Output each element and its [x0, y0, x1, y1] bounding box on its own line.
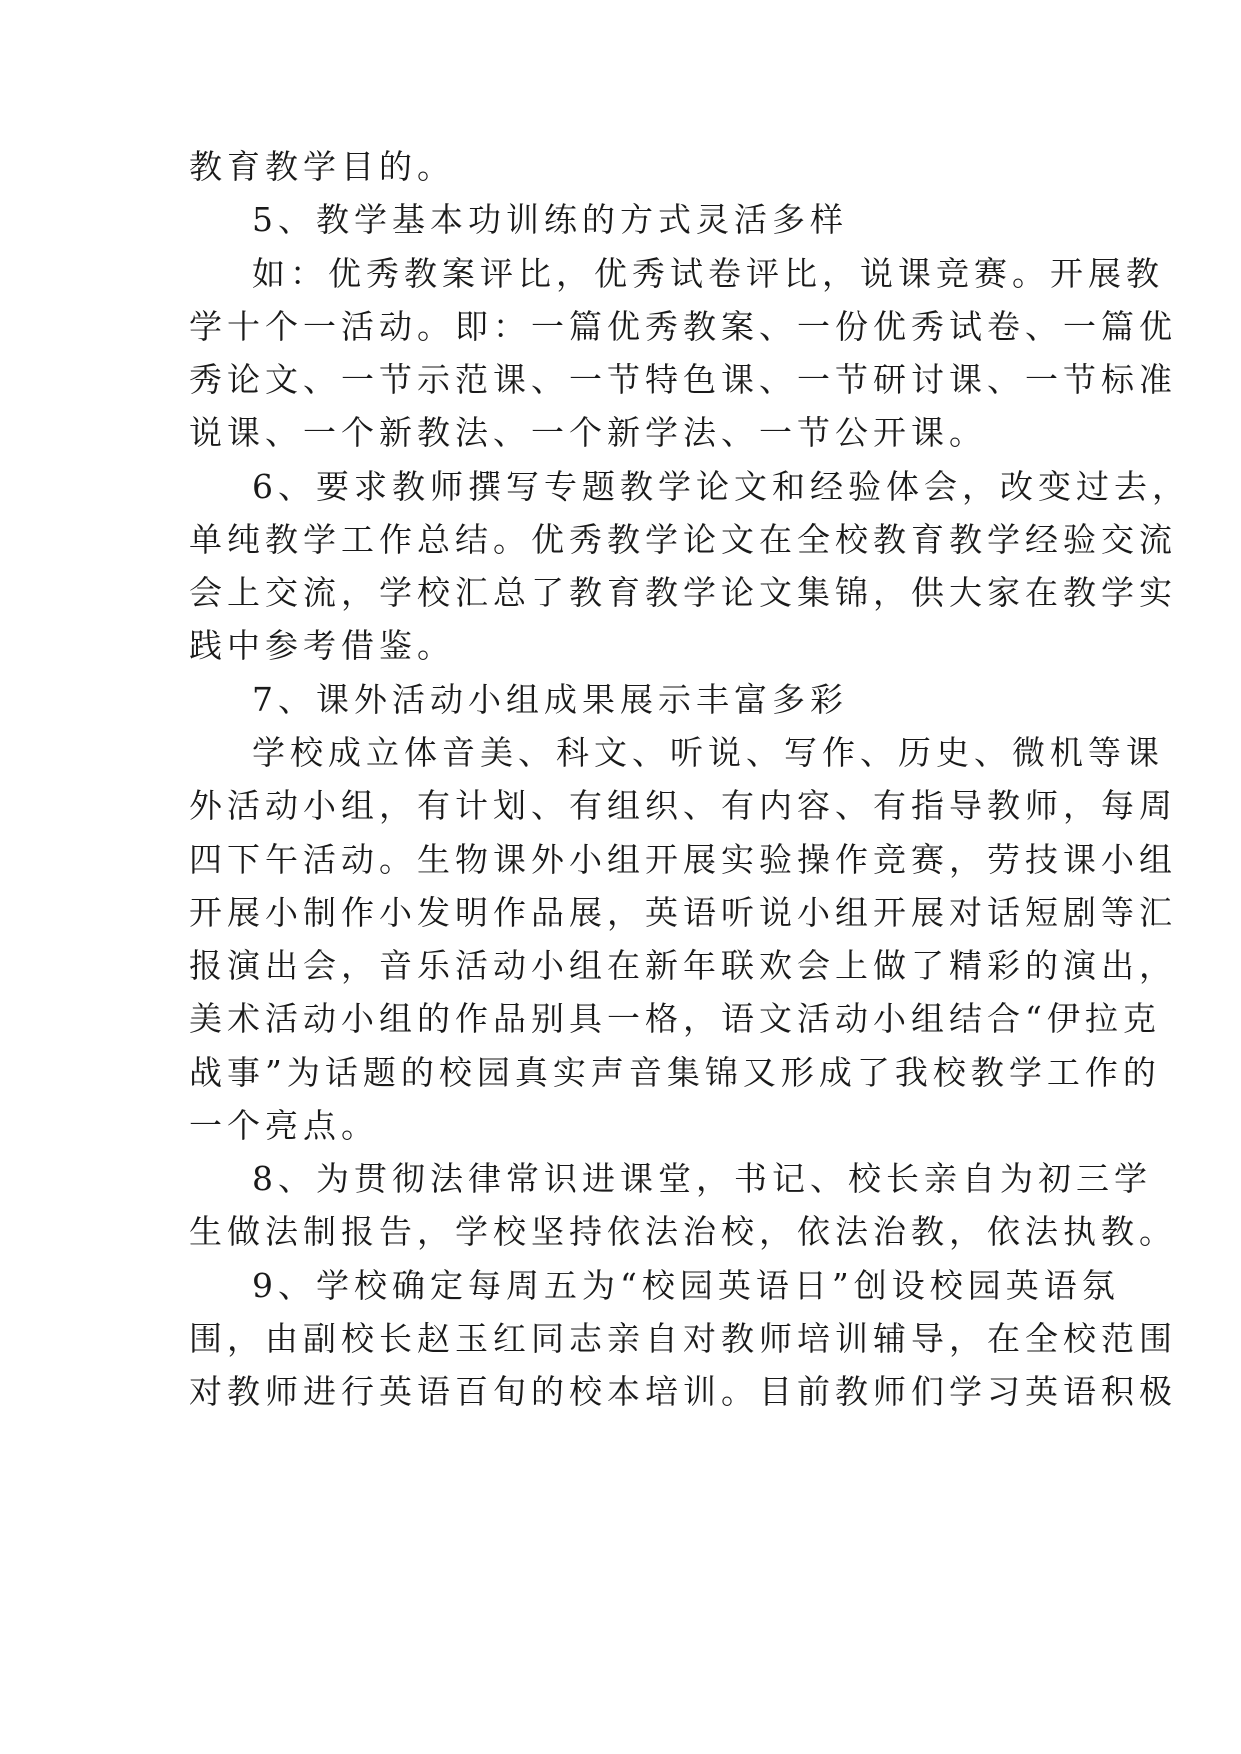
text-line: 6、要求教师撰写专题教学论文和经验体会，改变过去，: [252, 467, 1190, 506]
text-line: 单纯教学工作总结。优秀教学论文在全校教育教学经验交流: [189, 520, 1177, 559]
text-line: 生做法制报告，学校坚持依法治校，依法治教，依法执教。: [189, 1212, 1177, 1251]
text-line: 学十个一活动。即：一篇优秀教案、一份优秀试卷、一篇优: [189, 307, 1177, 346]
text-line: 一个亮点。: [189, 1106, 379, 1145]
text-line: 8、为贯彻法律常识进课堂，书记、校长亲自为初三学: [252, 1159, 1152, 1198]
text-line: 围，由副校长赵玉红同志亲自对教师培训辅导，在全校范围: [189, 1319, 1177, 1358]
text-line: 秀论文、一节示范课、一节特色课、一节研讨课、一节标准: [189, 360, 1177, 399]
text-line: 美术活动小组的作品别具一格，语文活动小组结合“伊拉克: [189, 999, 1161, 1038]
text-line: 践中参考借鉴。: [189, 626, 455, 665]
text-line: 说课、一个新教法、一个新学法、一节公开课。: [189, 413, 987, 452]
text-line: 如：优秀教案评比，优秀试卷评比，说课竞赛。开展教: [252, 254, 1164, 293]
text-line: 外活动小组，有计划、有组织、有内容、有指导教师，每周: [189, 786, 1177, 825]
text-line: 学校成立体音美、科文、听说、写作、历史、微机等课: [252, 733, 1164, 772]
text-line: 四下午活动。生物课外小组开展实验操作竞赛，劳技课小组: [189, 840, 1177, 879]
text-line: 对教师进行英语百旬的校本培训。目前教师们学习英语积极: [189, 1372, 1177, 1411]
section-heading: 5、教学基本功训练的方式灵活多样: [252, 200, 848, 239]
text-line: 教育教学目的。: [189, 147, 455, 186]
text-line: 9、学校确定每周五为“校园英语日”创设校园英语氛: [252, 1266, 1120, 1305]
text-line: 报演出会，音乐活动小组在新年联欢会上做了精彩的演出，: [189, 946, 1177, 985]
text-line: 开展小制作小发明作品展，英语听说小组开展对话短剧等汇: [189, 893, 1177, 932]
text-line: 战事”为话题的校园真实声音集锦又形成了我校教学工作的: [189, 1053, 1161, 1092]
section-heading: 7、课外活动小组成果展示丰富多彩: [252, 680, 848, 719]
text-line: 会上交流，学校汇总了教育教学论文集锦，供大家在教学实: [189, 573, 1177, 612]
